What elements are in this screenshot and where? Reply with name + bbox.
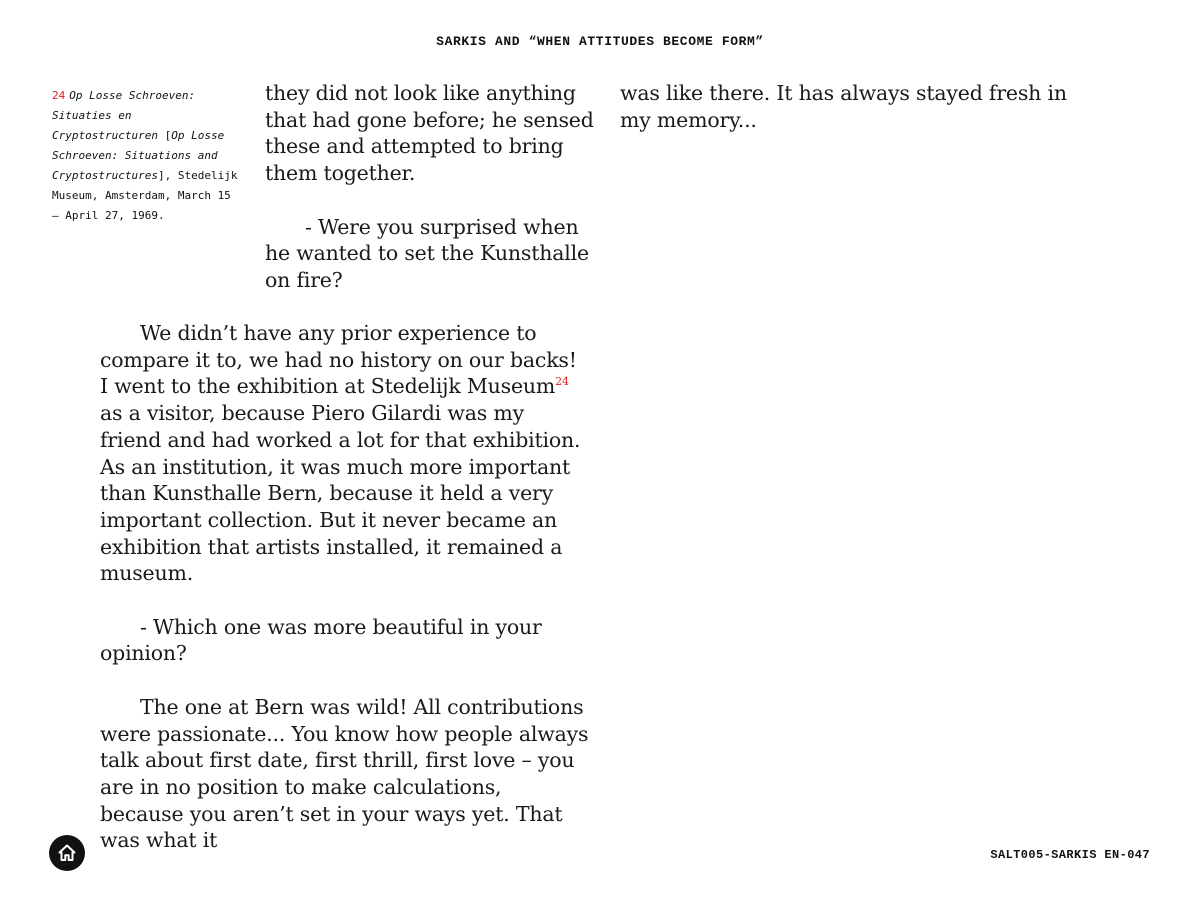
text-column-main xyxy=(100,320,590,854)
answer-paragraph-2: The one at Bern was wild! All contributions were passionate... You know how people always talk about first date, first thrill, first love – you are in no position to make calculations, because you aren’t set in your ways yet. That was what it xyxy=(100,694,589,853)
interview-question-1: - Were you surprised when he wanted to set the Kunsthalle on fire? xyxy=(265,214,589,292)
footnote-bracket-open: [ xyxy=(164,129,172,142)
text-column-right xyxy=(620,80,1100,133)
answer-paragraph-2-continued: was like there. It has always stayed fresh in my memory... xyxy=(620,81,1067,132)
answer-paragraph-1 xyxy=(100,320,590,587)
footnote-translation: Op Losse Schroeven: Situations and Cryptostructures xyxy=(52,129,225,182)
footnote-number: 24 xyxy=(52,89,66,102)
text-column-top xyxy=(265,80,595,294)
interview-question-2: - Which one was more beautiful in your opinion? xyxy=(100,614,542,666)
answer-1-text: We didn’t have any prior experience to compare it to, we had no history on our backs! I went to the exhibition at Stedelijk Museum xyxy=(100,321,577,399)
footnote-venue: Stedelijk Museum, Amsterdam, March 15 – April 27, 1969. xyxy=(52,169,238,222)
footnote-bracket-close: ], xyxy=(157,169,172,182)
paragraph-continuation: they did not look like anything that had gone before; he sensed these and attempted to bring them together. xyxy=(265,81,594,186)
footnote-reference-24[interactable]: 24 xyxy=(555,375,569,389)
page-code: SALT005-SARKIS EN-047 xyxy=(990,848,1150,862)
footnote-24 xyxy=(52,86,242,226)
home-button[interactable] xyxy=(49,835,85,871)
footnote-title: Op Losse Schroeven: Situaties en Cryptostructuren xyxy=(52,89,196,142)
home-icon xyxy=(57,843,77,863)
answer-1-text-continued: as a visitor, because Piero Gilardi was my friend and had worked a lot for that exhibition. As an institution, it was much more important than Kunsthalle Bern, because it held a very important collection. But it never became an exhibition that artists installed, it remained a museum. xyxy=(100,401,581,586)
running-header: SARKIS AND “WHEN ATTITUDES BECOME FORM” xyxy=(436,34,764,49)
